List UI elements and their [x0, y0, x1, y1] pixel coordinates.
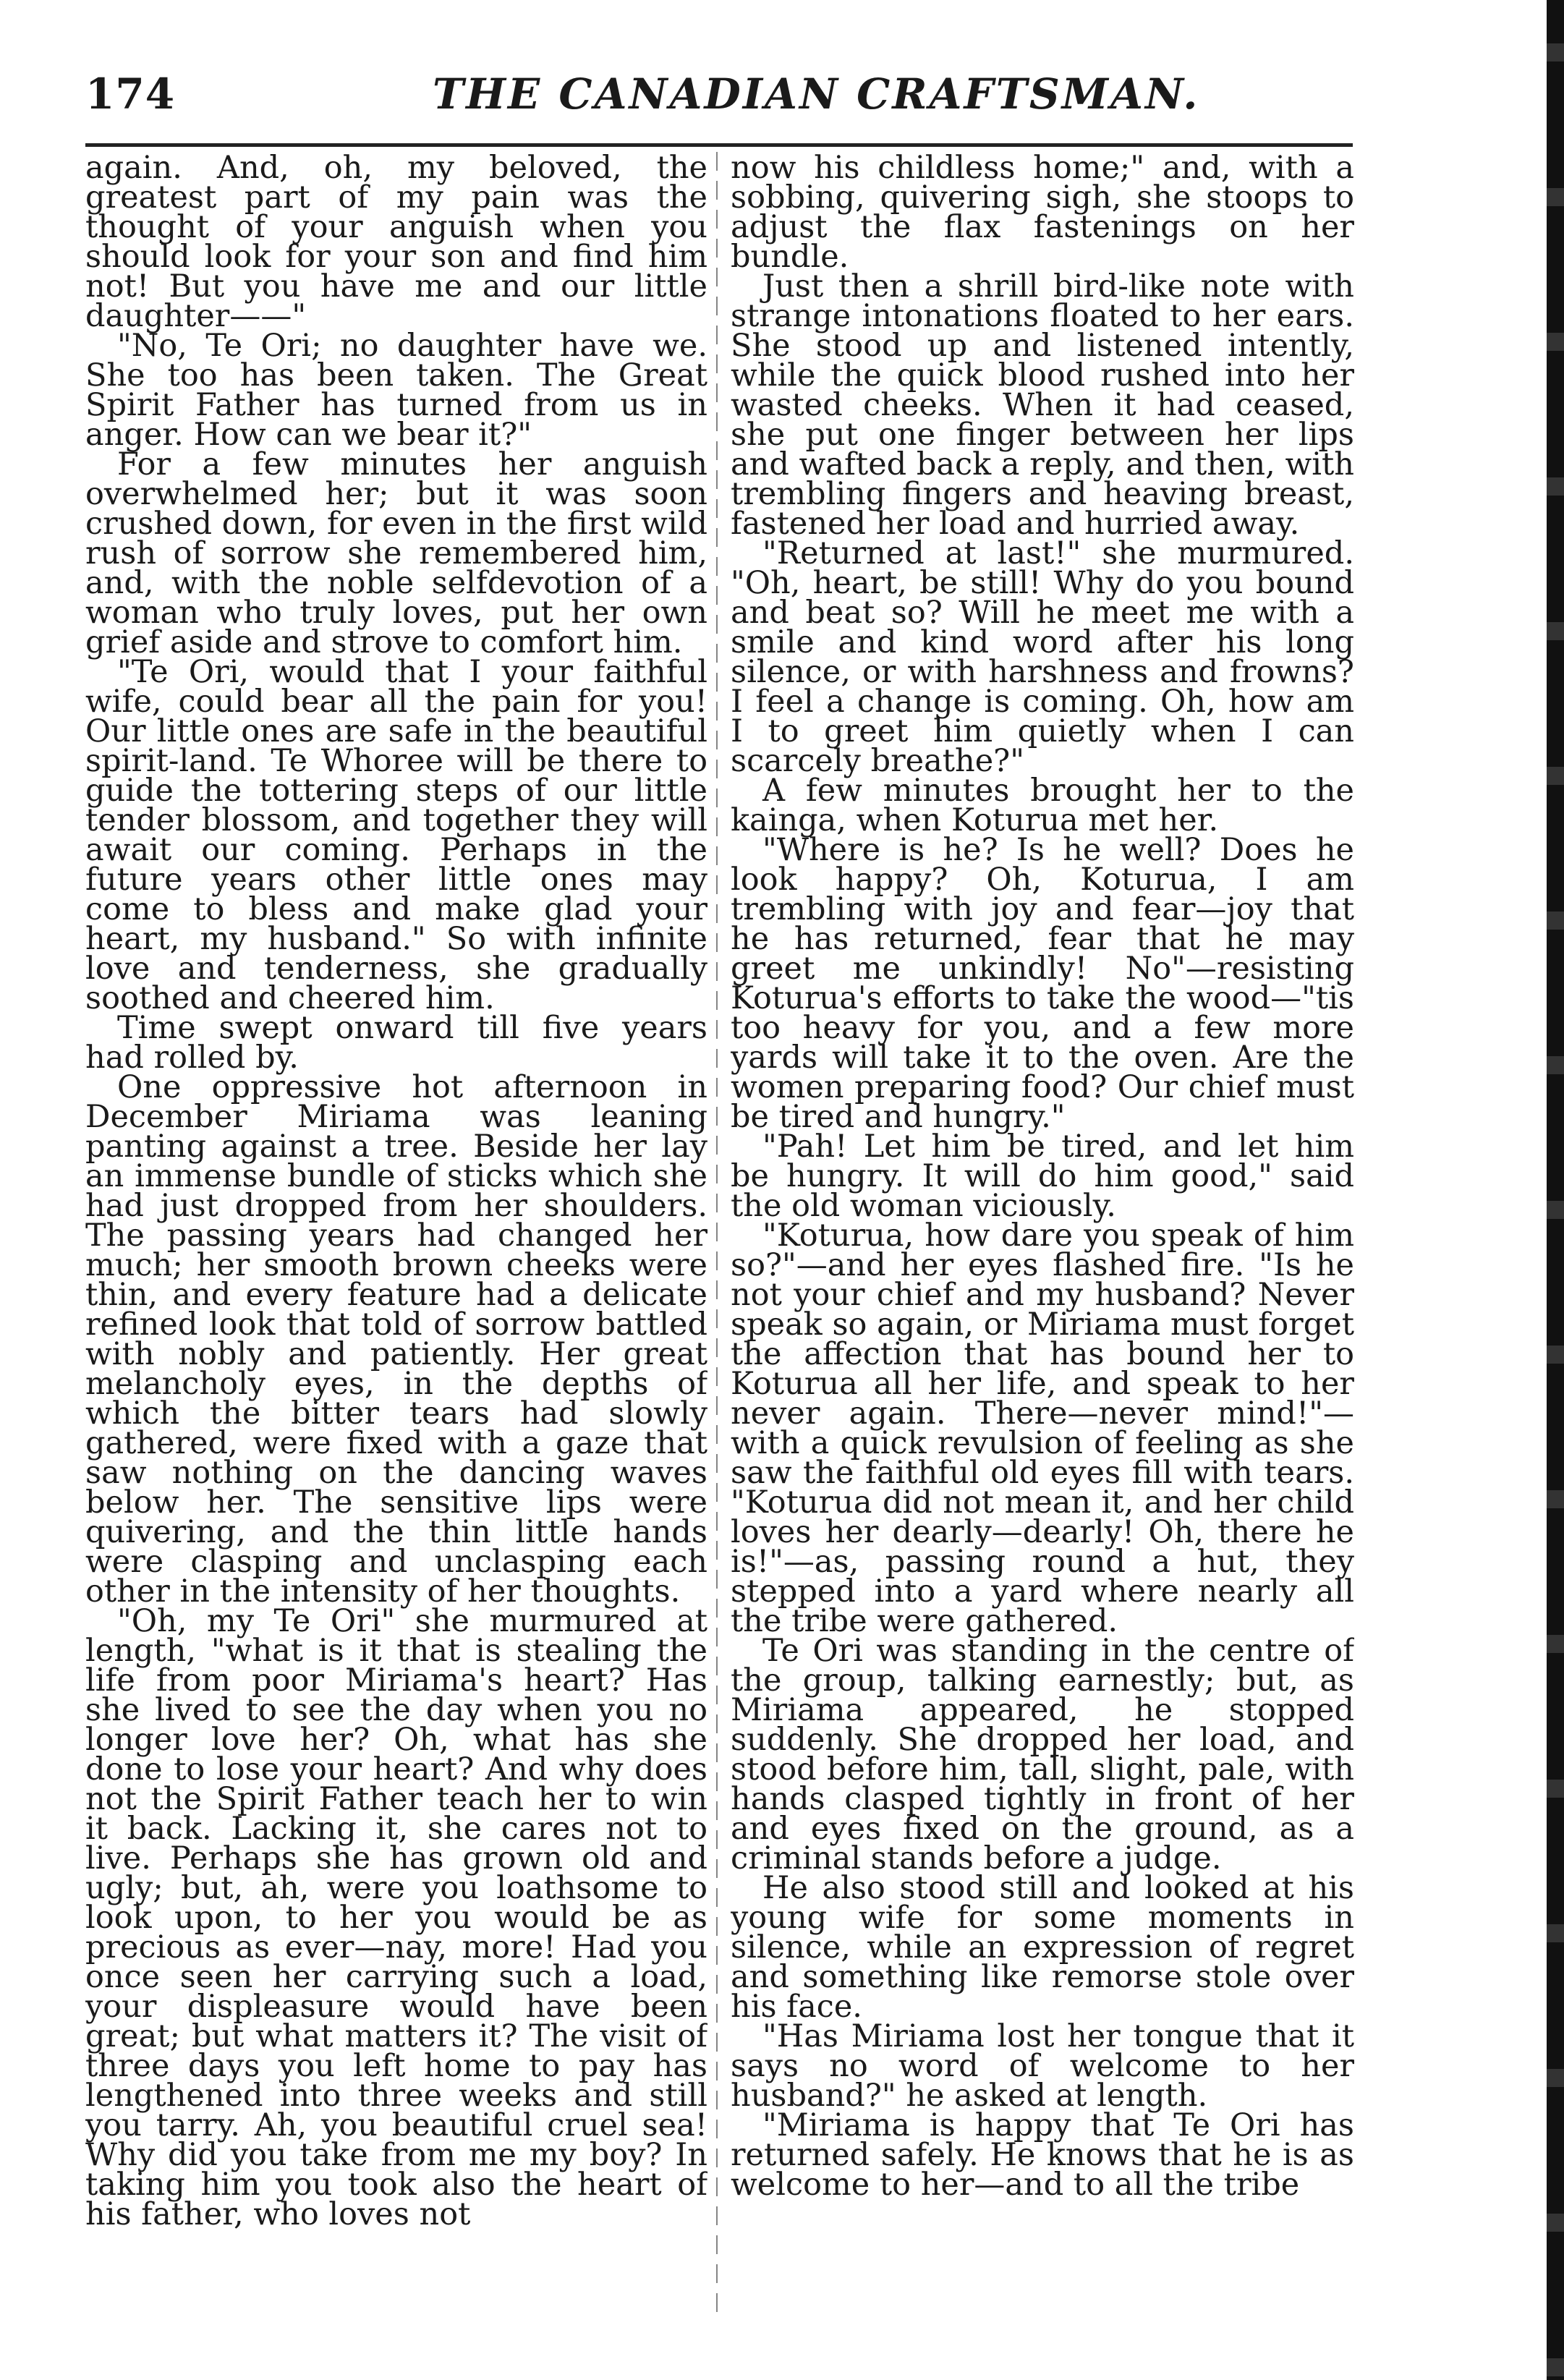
paragraph: now his childless home;" and, with a sobbing, quivering sigh, she stoops to adjust the flax fastenings on her bundle.	[731, 153, 1354, 275]
header-rule	[85, 143, 1353, 147]
paragraph: Just then a shrill bird-like note with strange intonations floated to her ears. She stood up and listened intently, while the quick blood rushed into her wasted cheeks. When it had ceased, she put one finger between her lips and wafted back a reply, and then, with trembling fingers and heaving breast, fastened her load and hurried away.	[731, 268, 1354, 542]
paragraph: "Koturua, how dare you speak of him so?"—and her eyes flashed fire. "Is he not your chief and my husband? Never speak so again, or Miriama must forget the affection that has bound her to Koturua all her life, and speak to her never again. There—never mind!"—with a quick revulsion of feeling as she saw the faithful old eyes fill with tears. "Koturua did not mean it, and her child loves her dearly—dearly! Oh, there he is!"—as, passing round a hut, they stepped into a yard where nearly all the tribe were gathered.	[731, 1217, 1354, 1639]
paragraph: "No, Te Ori; no daughter have we. She too has been taken. The Great Spirit Father has turned from us in anger. How can we bear it?"	[85, 328, 707, 453]
paragraph: One oppressive hot afternoon in December Miriama was leaning panting against a tree. Beside her lay an immense bundle of sticks which she had just dropped from her shoulders. The passing years had changed her much; her smooth brown cheeks were thin, and every feature had a delicate refined look that told of sorrow battled with nobly and patiently. Her great melancholy eyes, in the depths of which the bitter tears had slowly gathered, were fixed with a gaze that saw nothing on the dancing waves below her. The sensitive lips were quivering, and the thin little hands were clasping and unclasping each other in the intensity of her thoughts.	[85, 1069, 707, 1610]
paragraph: He also stood still and looked at his young wife for some moments in silence, while an expression of regret and something like remorse stole over his face.	[731, 1870, 1354, 2025]
column-divider	[716, 152, 718, 2315]
left-column	[85, 153, 707, 2338]
running-title: THE CANADIAN CRAFTSMAN.	[433, 69, 1200, 119]
paragraph: For a few minutes her anguish overwhelmed her; but it was soon crushed down, for even in the first wild rush of sorrow she remembered him, and, with the noble selfdevotion of a woman who truly loves, put her own grief aside and strove to comfort him.	[85, 446, 707, 660]
scanned-page-edge	[1547, 0, 1564, 2380]
paragraph: "Returned at last!" she murmured. "Oh, heart, be still! Why do you bound and beat so? Will he meet me with a smile and kind word after his long silence, or with harshness and frowns? I feel a change is coming. Oh, how am I to greet him quietly when I can scarcely breathe?"	[731, 535, 1354, 779]
paragraph: "Has Miriama lost her tongue that it says no word of welcome to her husband?" he asked at length.	[731, 2018, 1354, 2114]
paragraph: "Where is he? Is he well? Does he look happy? Oh, Koturua, I am trembling with joy and fear—joy that he has returned, fear that he may greet me unkindly! No"—resisting Koturua's efforts to take the wood—"tis too heavy for you, and a few more yards will take it to the oven. Are the women preparing food? Our chief must be tired and hungry."	[731, 832, 1354, 1135]
paragraph: "Miriama is happy that Te Ori has returned safely. He knows that he is as welcome to her—and to all the tribe	[731, 2107, 1354, 2203]
paragraph: "Pah! Let him be tired, and let him be hungry. It will do him good," said the old woman viciously.	[731, 1129, 1354, 1224]
paragraph: Te Ori was standing in the centre of the group, talking earnestly; but, as Miriama appeared, he stopped suddenly. She dropped her load, and stood before him, tall, slight, pale, with hands clasped tightly in front of her and eyes fixed on the ground, as a criminal stands before a judge.	[731, 1633, 1354, 1877]
paragraph: "Oh, my Te Ori" she murmured at length, "what is it that is stealing the life from poor Miriama's heart? Has she lived to see the day when you no longer love her? Oh, what has she done to lose your heart? And why does not the Spirit Father teach her to win it back. Lacking it, she cares not to live. Perhaps she has grown old and ugly; but, ah, were you loathsome to look upon, to her you would be as precious as ever—nay, more! Had you once seen her carrying such a load, your displeasure would have been great; but what matters it? The visit of three days you left home to pay has lengthened into three weeks and still you tarry. Ah, you beautiful cruel sea! Why did you take from me my boy? In taking him you took also the heart of his father, who loves not	[85, 1603, 707, 2232]
page-number: 174	[85, 69, 176, 119]
paragraph: A few minutes brought her to the kainga, when Koturua met her.	[731, 773, 1354, 838]
paragraph: again. And, oh, my beloved, the greatest part of my pain was the thought of your anguish when you should look for your son and find him not! But you have me and our little daughter——"	[85, 153, 707, 334]
paragraph: Time swept onward till five years had rolled by.	[85, 1010, 707, 1076]
right-column	[731, 153, 1354, 2338]
paragraph: "Te Ori, would that I your faithful wife, could bear all the pain for you! Our little ones are safe in the beautiful spirit-land. Te Whoree will be there to guide the tottering steps of our little tender blossom, and together they will await our coming. Perhaps in the future years other little ones may come to bless and make glad your heart, my husband." So with infinite love and tenderness, she gradually soothed and cheered him.	[85, 654, 707, 1016]
page-header	[85, 56, 1351, 136]
